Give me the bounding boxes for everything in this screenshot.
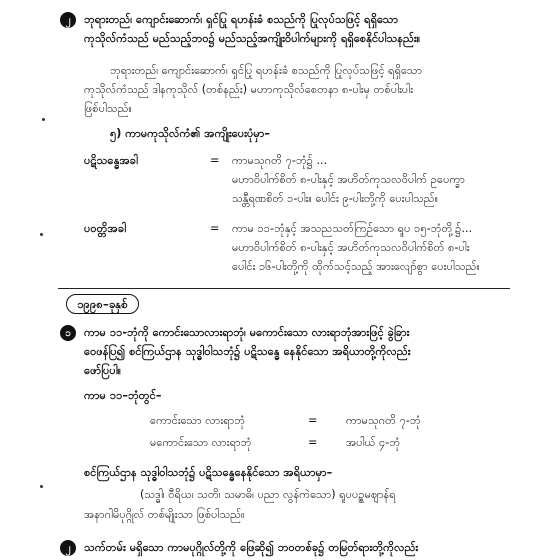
- ariya-line: အနာဂါမိပုဂ္ဂိုလ် တစ်မျိုးသာ ဖြစ်ပါသည်။: [84, 508, 245, 521]
- patisandhi-line: သန္တီရဏစိတ် ၁-ပါး။ ပေါင်း ၉-ပါးတို့ကို ပေးပါသည်။: [232, 192, 438, 205]
- pavatti-label: ပဝတ္တိအခါ: [84, 222, 127, 235]
- equals-sign: =: [308, 414, 318, 427]
- year-badge: ၁၉၉၈–ခုနှစ်: [66, 294, 139, 314]
- ariya-line: (သဒ္ဓါ၊ ဝီရိယ၊ သတိ၊ သမာဓိ၊ ပညာ လွန်ကဲသော) ရူပပဥ္စမဈာန်ရ: [140, 488, 396, 501]
- answer-line: ဖြစ်ပါသည်။: [84, 102, 132, 115]
- question-line: ဝေဖန်ပြ၍ စင်ကြယ်ဌာန သုဒ္ဓါဝါသဘုံ၌ ပဋိသန္ဓေ နေနိုင်သော အရိယာတို့ကိုလည်း: [84, 345, 411, 358]
- subheading: ၅) ကာမကုသိုလ်ကံ၏ အကျိုးပေးပုံမှာ–: [110, 127, 270, 140]
- question-number-badge: ၂: [60, 540, 76, 556]
- question-line: သက်တမ်း မရှိသော ကာမပုဂ္ဂိုလ်တို့ကို ဖြေဆို၍ ဘဝတစ်ခု၌ တမြတ်ရားတို့ကိုလည်း: [84, 541, 419, 554]
- margin-dot: [40, 485, 43, 488]
- answer-line: ကုသိုလ်ကံသည် ဒါနကုသိုလ် (တစ်နည်း) မဟာကုသိုလ်စေတနာ ၈-ပါးမှ တစ်ပါးပါး: [84, 83, 414, 96]
- patisandhi-line: ကာမသုဂတိ ၇-ဘုံ၌ ...: [232, 154, 328, 167]
- question-line: ကုသိုလ်ကံသည် မည်သည့်ဘဝ၌ မည်သည့်အကျိုးဝိပါက်များကို ရရှိစေနိုင်ပါသနည်း။: [84, 32, 421, 45]
- realm-label: မကောင်းသော လားရာဘုံ: [150, 436, 252, 449]
- question-line: ဘုရားတည်၊ ကျောင်းဆောက်၊ ရှင်ပြု ရဟန်းခံ စသည်ကို ပြုလုပ်သဖြင့် ရရှိသော: [84, 13, 399, 26]
- question-number-badge: ၂: [60, 12, 76, 28]
- patisandhi-line: မဟာဝိပါက်စိတ် ၈-ပါးနှင့် အဟိတ်ကုသလဝိပါက် ဥပေက္ခာ: [232, 173, 466, 186]
- margin-dot: [42, 118, 45, 121]
- pavatti-line: ပေါင်း ၁၆-ပါးတို့ကို ထိုက်သင့်သည့် အားလျော်စွာ ပေးပါသည်။: [232, 260, 480, 273]
- realm-label: ကောင်းသော လားရာဘုံ: [150, 414, 245, 427]
- equals-sign: =: [308, 436, 318, 449]
- ariya-heading: စင်ကြယ်ဌာန သုဒ္ဓါဝါသဘုံ၌ ပဋိသန္ဓေနေနိုင်သော အရိယာမှာ–: [84, 466, 333, 479]
- realm-value: ကာမသုဂတိ ၇-ဘုံ: [346, 414, 421, 427]
- equals-sign: =: [210, 222, 220, 235]
- patisandhi-label: ပဋိသန္ဓေအခါ: [84, 154, 138, 167]
- equals-sign: =: [210, 154, 220, 167]
- kama-heading: ကာမ ၁၁–ဘုံတွင်–: [84, 389, 162, 402]
- question-line: ဖော်ပြပါ။: [84, 364, 122, 377]
- question-line: ကာမ ၁၁-ဘုံကို ကောင်းသောလားရာဘုံ၊ မကောင်းသော လားရာဘုံအားဖြင့် ခွဲခြား: [84, 326, 410, 339]
- margin-dot: [40, 233, 43, 236]
- question-number-badge: ၁: [60, 325, 76, 341]
- answer-line: ဘုရားတည်၊ ကျောင်းဆောက်၊ ရှင်ပြု ရဟန်းခံ စသည်ကို ပြုလုပ်သဖြင့် ရရှိသော: [110, 64, 423, 77]
- realm-value: အပါယ် ၄-ဘုံ: [346, 436, 401, 449]
- pavatti-line: မဟာဝိပါက်စိတ် ၈-ပါးနှင့် အဟိတ်ကုသလဝိပါက်စိတ် ၈-ပါး: [232, 241, 470, 254]
- pavatti-line: ကာမ ၁၁-ဘုံနှင့် အသညသတ်ကြဉ်သော ရူပ ၁၅-ဘုံတို့၌...: [232, 222, 473, 235]
- section-divider: [58, 288, 510, 289]
